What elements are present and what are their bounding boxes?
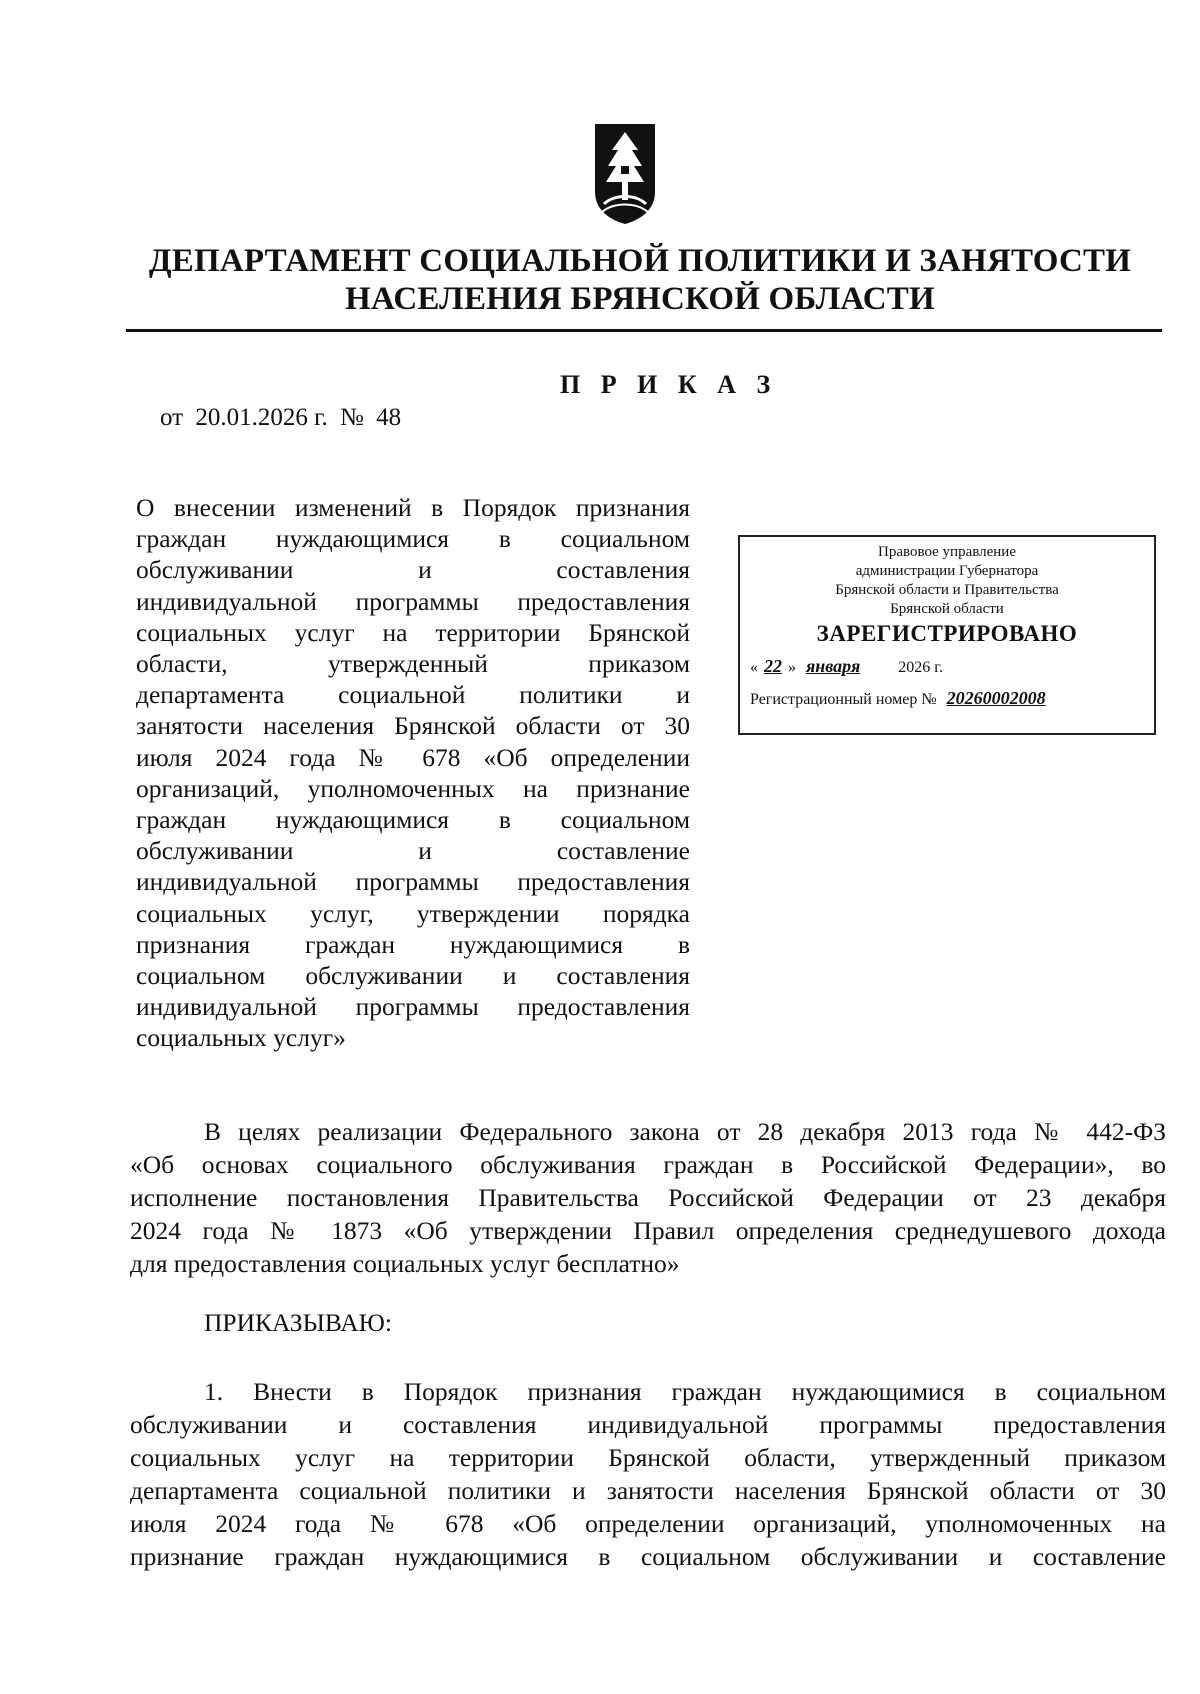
item-1-line: признание граждан нуждающимися в социальном обслуживании и составление xyxy=(130,1542,1166,1571)
preamble-line: 2024 года № 1873 «Об утверждении Правил определения среднедушевого дохода xyxy=(130,1216,1166,1245)
item-1-line: социальных услуг на территории Брянской области, утвержденный приказом xyxy=(130,1443,1166,1472)
preamble-paragraph xyxy=(130,1115,1166,1280)
subject-line: граждан нуждающимися в социальном xyxy=(136,524,690,554)
preamble-line: для предоставления социальных услуг бесплатно» xyxy=(130,1249,680,1278)
stamp-line: Брянской области xyxy=(890,601,1004,617)
department-name-line1: ДЕПАРТАМЕНТ СОЦИАЛЬНОЙ ПОЛИТИКИ И ЗАНЯТОСТИ xyxy=(148,243,1132,279)
document-date: 20.01.2026 г. xyxy=(195,404,328,431)
subject-line: индивидуальной программы предоставления xyxy=(136,586,690,616)
registration-stamp xyxy=(738,535,1156,735)
stamp-reg-number: 20260002008 xyxy=(946,688,1046,708)
subject-line: признания граждан нуждающимися в xyxy=(136,929,690,959)
stamp-line: администрации Губернатора xyxy=(855,563,1039,579)
bryansk-coat-of-arms-icon xyxy=(592,122,658,226)
subject-line: социальном обслуживании и составления xyxy=(136,961,690,991)
date-prefix: от xyxy=(160,404,184,431)
document-subject xyxy=(136,492,690,1054)
item-1-line: 1. Внести в Порядок признания граждан нуждающимися в социальном xyxy=(204,1377,1166,1406)
subject-line: обслуживании и составления xyxy=(136,555,690,585)
department-name-line2: НАСЕЛЕНИЯ БРЯНСКОЙ ОБЛАСТИ xyxy=(345,281,935,317)
subject-line: О внесении изменений в Порядок признания xyxy=(136,493,690,522)
subject-line: области, утвержденный приказом xyxy=(136,649,690,679)
subject-line: занятости населения Брянской области от 30 xyxy=(136,711,690,741)
subject-line: индивидуальной программы предоставления xyxy=(136,867,690,897)
document-dateline xyxy=(160,404,407,432)
stamp-month: января xyxy=(806,656,861,676)
item-1-paragraph xyxy=(130,1375,1166,1573)
stamp-line: Брянской области и Правительства xyxy=(835,582,1059,598)
item-1-line: обслуживании и составления индивидуальной программы предоставления xyxy=(130,1410,1166,1439)
header-divider xyxy=(126,329,1162,332)
document-number: 48 xyxy=(376,404,402,431)
preamble-line: В целях реализации Федерального закона от 28 декабря 2013 года № 442-ФЗ xyxy=(204,1117,1166,1146)
number-label: № xyxy=(340,404,364,431)
stamp-day: 22 xyxy=(764,656,782,676)
item-1-line: департамента социальной политики и занятости населения Брянской области от 30 xyxy=(130,1476,1166,1505)
subject-line: социальных услуг, утверждении порядка xyxy=(136,898,690,928)
subject-line: обслуживании и составление xyxy=(136,836,690,866)
item-1-line: июля 2024 года № 678 «Об определении организаций, уполномоченных на xyxy=(130,1509,1166,1538)
subject-line: департамента социальной политики и xyxy=(136,680,690,710)
stamp-reg-row xyxy=(740,685,1154,713)
stamp-reg-label: Регистрационный номер № xyxy=(750,691,937,708)
stamp-line: Правовое управление xyxy=(878,544,1016,560)
subject-line: индивидуальной программы предоставления xyxy=(136,992,690,1022)
subject-line: социальных услуг» xyxy=(136,1023,346,1053)
subject-line: социальных услуг на территории Брянской xyxy=(136,617,690,647)
subject-line: организаций, уполномоченных на признание xyxy=(136,773,690,803)
preamble-line: исполнение постановления Правительства Российской Федерации от 23 декабря xyxy=(130,1183,1166,1212)
document-title: П Р И К А З xyxy=(560,370,778,399)
stamp-date-row: « 22 » января 2026 г. xyxy=(750,656,943,676)
stamp-year-suffix: г. xyxy=(934,659,943,676)
stamp-status: ЗАРЕГИСТРИРОВАНО xyxy=(816,621,1078,646)
subject-line: граждан нуждающимися в социальном xyxy=(136,805,690,835)
preamble-line: «Об основах социального обслуживания граждан в Российской Федерации», во xyxy=(130,1150,1166,1179)
subject-line: июля 2024 года № 678 «Об определении xyxy=(136,742,690,772)
stamp-year: 2026 xyxy=(898,659,931,676)
order-word: ПРИКАЗЫВАЮ: xyxy=(204,1308,392,1337)
